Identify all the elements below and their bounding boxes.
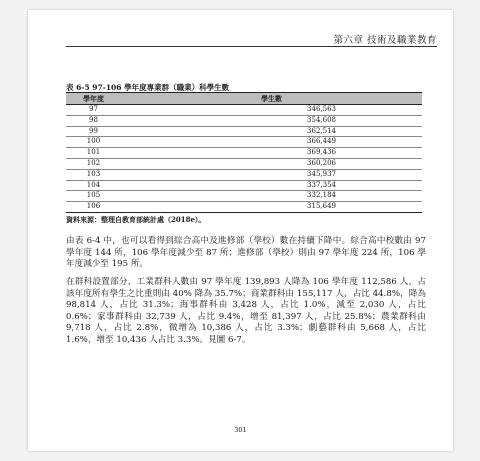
year-cell: 101 [86,148,101,157]
year-cell: 99 [89,126,98,135]
column-header-year: 學年度 [66,93,121,105]
year-cell: 102 [86,158,101,167]
body-paragraph-2: 在群科設置部分，工業群科人數由 97 學年度 139,893 人降為 106 學年度 112,586 人，占該年度所有學生之比重則由 40% 降為 35.7%；商業群科由 155,117 人，占比 44.8%，降為 98,814 人，占比 31.3%；海事群科由 3,428 人，占比 1.0%，減至 2,030 人，占比 0.6%；家事群科由 32,739 人，占比 9.4%，增至 81,397 人，占比 25.8%；農業群科由 9,718 人，占比 2.8%，微增為 10,386 人，占比 3.3%；劇藝群科由 5,668 人，占比 1.6%，增至 10,436 人占比 3.3%。見圖 6-7。 [66,277,426,345]
header-rule [66,46,437,47]
students-table [66,92,422,213]
table-source-note: 資料來源：整理自教育部統計處（2018e）。 [66,215,206,224]
document-page [28,10,453,451]
table-row [66,180,422,191]
students-cell: 345,937 [307,169,336,178]
students-cell: 332,184 [307,191,336,200]
table-row [66,191,422,202]
table-row [66,137,422,148]
year-cell: 105 [86,191,101,200]
year-cell: 100 [86,137,101,146]
year-cell: 103 [86,169,101,178]
students-cell: 366,449 [307,137,336,146]
year-cell: 97 [89,105,98,113]
year-cell: 98 [89,115,98,124]
table-row [66,202,422,213]
year-cell: 104 [86,180,101,189]
students-cell: 362,514 [307,126,336,135]
year-cell: 106 [86,202,101,211]
students-cell: 315,649 [307,202,336,211]
page-number: 301 [234,426,247,434]
students-cell: 369,436 [307,148,336,157]
students-cell: 360,206 [307,158,336,167]
table-row [66,169,422,180]
table-row [66,158,422,169]
body-paragraph-1: 由表 6-4 中，也可以看得到綜合高中及進修部（學校）數在持續下降中。綜合高中校數由 97 學年度 144 所，106 學年度減少至 87 所；進修部（學校）則由 97 學年度 224 所，106 學年度減少至 195 所。 [66,236,426,270]
students-cell: 346,563 [307,105,336,113]
students-cell: 354,608 [307,115,336,124]
table-row [66,126,422,137]
table-row [66,115,422,126]
table-title: 表 6-5 97-106 學年度專業群（職業）科學生數 [66,83,230,92]
students-cell: 337,354 [307,180,336,189]
table-row [66,105,422,116]
running-head: 第六章 技術及職業教育 [333,35,437,46]
table-header-row [66,93,422,105]
column-header-students: 學生數 [121,93,422,105]
table-row [66,148,422,159]
